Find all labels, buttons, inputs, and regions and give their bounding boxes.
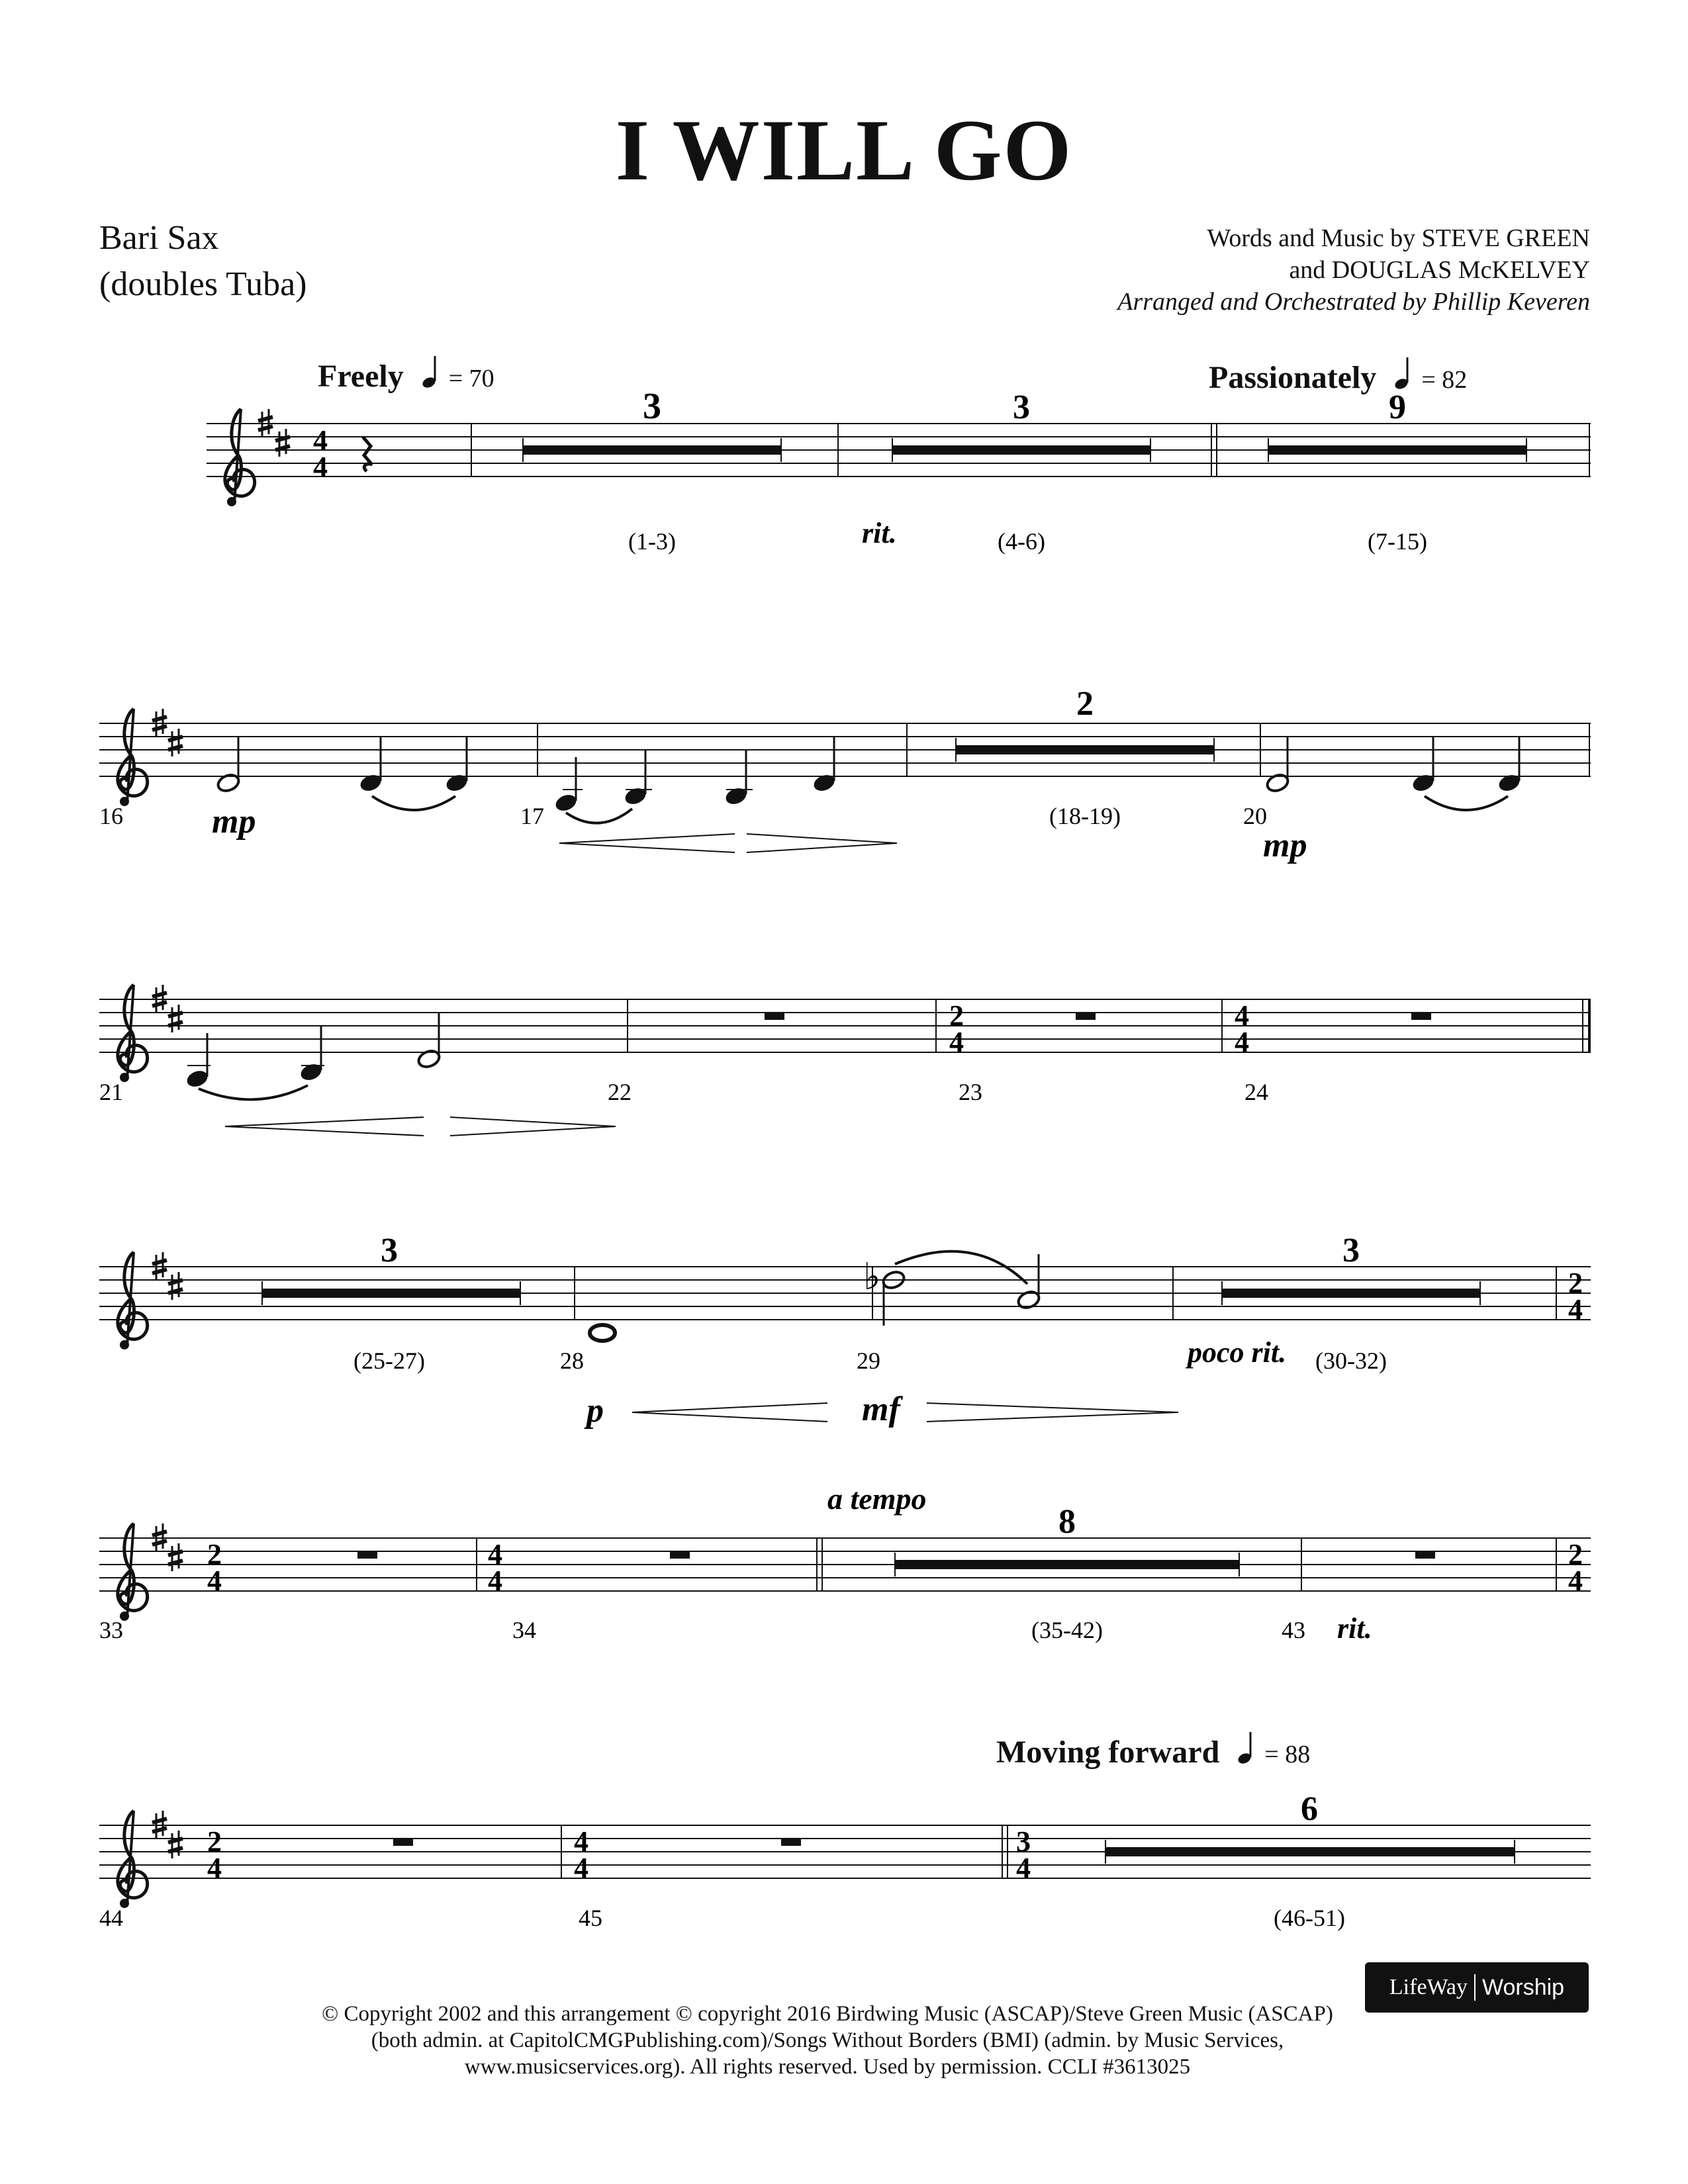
multirest-range: (18-19)	[1049, 803, 1121, 829]
multirest-range: (35-42)	[1031, 1617, 1103, 1643]
decrescendo-hairpin	[747, 834, 897, 852]
time-sig-denominator: 4	[1016, 1852, 1031, 1884]
measure-number: 29	[857, 1347, 880, 1374]
system-2	[99, 685, 1591, 864]
copyright-notice	[225, 2001, 1430, 2080]
measure-number: 23	[959, 1079, 982, 1105]
time-sig-numerator: 2	[1568, 1538, 1583, 1570]
dynamic-mp: mp	[1263, 827, 1307, 864]
time-sig-denominator: 4	[949, 1026, 964, 1058]
multirest-count: 9	[1389, 388, 1406, 426]
slur	[895, 1251, 1027, 1284]
slur	[566, 809, 632, 823]
measure-number: 45	[579, 1905, 602, 1931]
measure-number: 20	[1243, 803, 1267, 829]
multirest-count: 8	[1058, 1503, 1076, 1541]
whole-rest	[1415, 1551, 1435, 1559]
credit-coauthor: and DOUGLAS McKELVEY	[1289, 256, 1590, 284]
tempo-passionately-bpm: = 82	[1421, 366, 1468, 394]
time-sig-numerator: 2	[207, 1825, 222, 1858]
whole-rest	[781, 1839, 801, 1846]
multirest-count: 6	[1301, 1790, 1318, 1828]
note-whole	[590, 1325, 615, 1341]
dynamic-mp: mp	[212, 803, 256, 841]
note-quarter	[444, 772, 469, 794]
poco-rit-marking: poco rit.	[1188, 1336, 1287, 1369]
copyright-line-3: www.musicservices.org). All rights reserved. Used by permission. CCLI #3613025	[464, 2055, 1191, 2079]
slur	[1425, 796, 1508, 810]
credit-words-music: Words and Music by STEVE GREEN	[1207, 224, 1590, 252]
time-sig-denominator: 4	[207, 1852, 222, 1884]
rit-marking: rit.	[862, 517, 897, 549]
dynamic-mf: mf	[862, 1390, 900, 1428]
slur	[199, 1085, 308, 1099]
copyright-line-2: (both admin. at CapitolCMGPublishing.com)/Songs Without Borders (BMI) (admin. by Music Services,	[371, 2028, 1284, 2052]
time-sig-denominator: 4	[1235, 1026, 1249, 1058]
measure-number: 28	[560, 1347, 584, 1374]
time-sig-denominator: 4	[1568, 1565, 1583, 1597]
time-sig-numerator: 3	[1016, 1825, 1031, 1858]
slur	[372, 796, 455, 810]
copyright-line-1: © Copyright 2002 and this arrangement © copyright 2016 Birdwing Music (ASCAP)/Steve Green Music (ASCAP)	[322, 2002, 1333, 2026]
time-sig-numerator: 2	[207, 1538, 222, 1570]
whole-rest	[357, 1551, 377, 1559]
note-quarter	[358, 772, 383, 794]
logo-label: Worship	[1482, 1974, 1565, 2000]
flat-accidental: ♭	[863, 1257, 881, 1298]
time-sig-denominator: 4	[574, 1852, 588, 1884]
system-1	[207, 386, 1591, 555]
multirest-count: 2	[1076, 685, 1094, 723]
measure-number: 17	[520, 803, 544, 829]
decrescendo-hairpin	[927, 1403, 1178, 1422]
time-sig-numerator: 4	[313, 424, 328, 457]
whole-rest	[670, 1551, 690, 1559]
system-3	[99, 985, 1591, 1136]
multirest-count: 3	[1013, 388, 1030, 426]
measure-number: 22	[608, 1079, 632, 1105]
whole-rest	[765, 1013, 784, 1020]
crescendo-hairpin	[559, 834, 735, 852]
tempo-freely-bpm: = 70	[448, 365, 494, 392]
instrument-note: (doubles Tuba)	[99, 265, 307, 303]
measure-number: 43	[1282, 1617, 1305, 1643]
system-5	[99, 1482, 1591, 1645]
time-sig-numerator: 4	[488, 1538, 502, 1570]
measure-number: 21	[99, 1079, 123, 1105]
crescendo-hairpin	[632, 1403, 827, 1422]
system-6	[99, 1790, 1591, 1931]
time-sig-numerator: 4	[574, 1825, 588, 1858]
time-sig-denominator: 4	[1568, 1293, 1583, 1326]
time-sig-numerator: 2	[949, 999, 964, 1032]
multirest-count: 3	[1342, 1232, 1360, 1269]
multirest-count: 3	[643, 386, 661, 427]
multirest-range: (46-51)	[1274, 1905, 1345, 1931]
logo-brand: LifeWay	[1389, 1975, 1468, 1999]
crescendo-hairpin	[225, 1117, 424, 1136]
whole-rest	[1076, 1013, 1096, 1020]
time-sig-denominator: 4	[488, 1565, 502, 1597]
tempo-passionately-label: Passionately	[1209, 360, 1377, 395]
multirest-range: (30-32)	[1315, 1347, 1387, 1374]
multirest-range: (7-15)	[1368, 528, 1427, 555]
measure-number: 44	[99, 1905, 123, 1931]
page-title: I WILL GO	[615, 101, 1073, 199]
multirest-range: (25-27)	[353, 1347, 425, 1374]
time-sig-denominator: 4	[313, 451, 328, 483]
whole-rest	[1411, 1013, 1431, 1020]
note-half	[216, 772, 241, 794]
time-sig-numerator: 2	[1568, 1267, 1583, 1299]
a-tempo-marking: a tempo	[827, 1482, 927, 1516]
lifeway-worship-logo	[1365, 1962, 1589, 2013]
multirest-count: 3	[381, 1232, 398, 1269]
multirest-range: (4-6)	[998, 528, 1045, 555]
measure-number: 16	[99, 803, 123, 829]
measure-number: 33	[99, 1617, 123, 1643]
measure-number: 34	[512, 1617, 536, 1643]
logo-separator	[1474, 1974, 1476, 2001]
tempo-moving-bpm: = 88	[1264, 1741, 1311, 1768]
tempo-moving-label: Moving forward	[996, 1735, 1220, 1770]
tempo-freely-label: Freely	[318, 359, 404, 394]
dynamic-p: p	[586, 1392, 604, 1430]
system-4	[99, 1232, 1591, 1430]
rit-marking: rit.	[1337, 1612, 1372, 1645]
quarter-rest	[363, 437, 372, 471]
credit-arranger: Arranged and Orchestrated by Phillip Keveren	[1117, 288, 1590, 316]
multirest-range: (1-3)	[628, 528, 676, 555]
decrescendo-hairpin	[450, 1117, 616, 1136]
whole-rest	[393, 1839, 413, 1846]
measure-number: 24	[1244, 1079, 1268, 1105]
instrument-name: Bari Sax	[99, 219, 219, 257]
time-sig-numerator: 4	[1235, 999, 1249, 1032]
time-sig-denominator: 4	[207, 1565, 222, 1597]
